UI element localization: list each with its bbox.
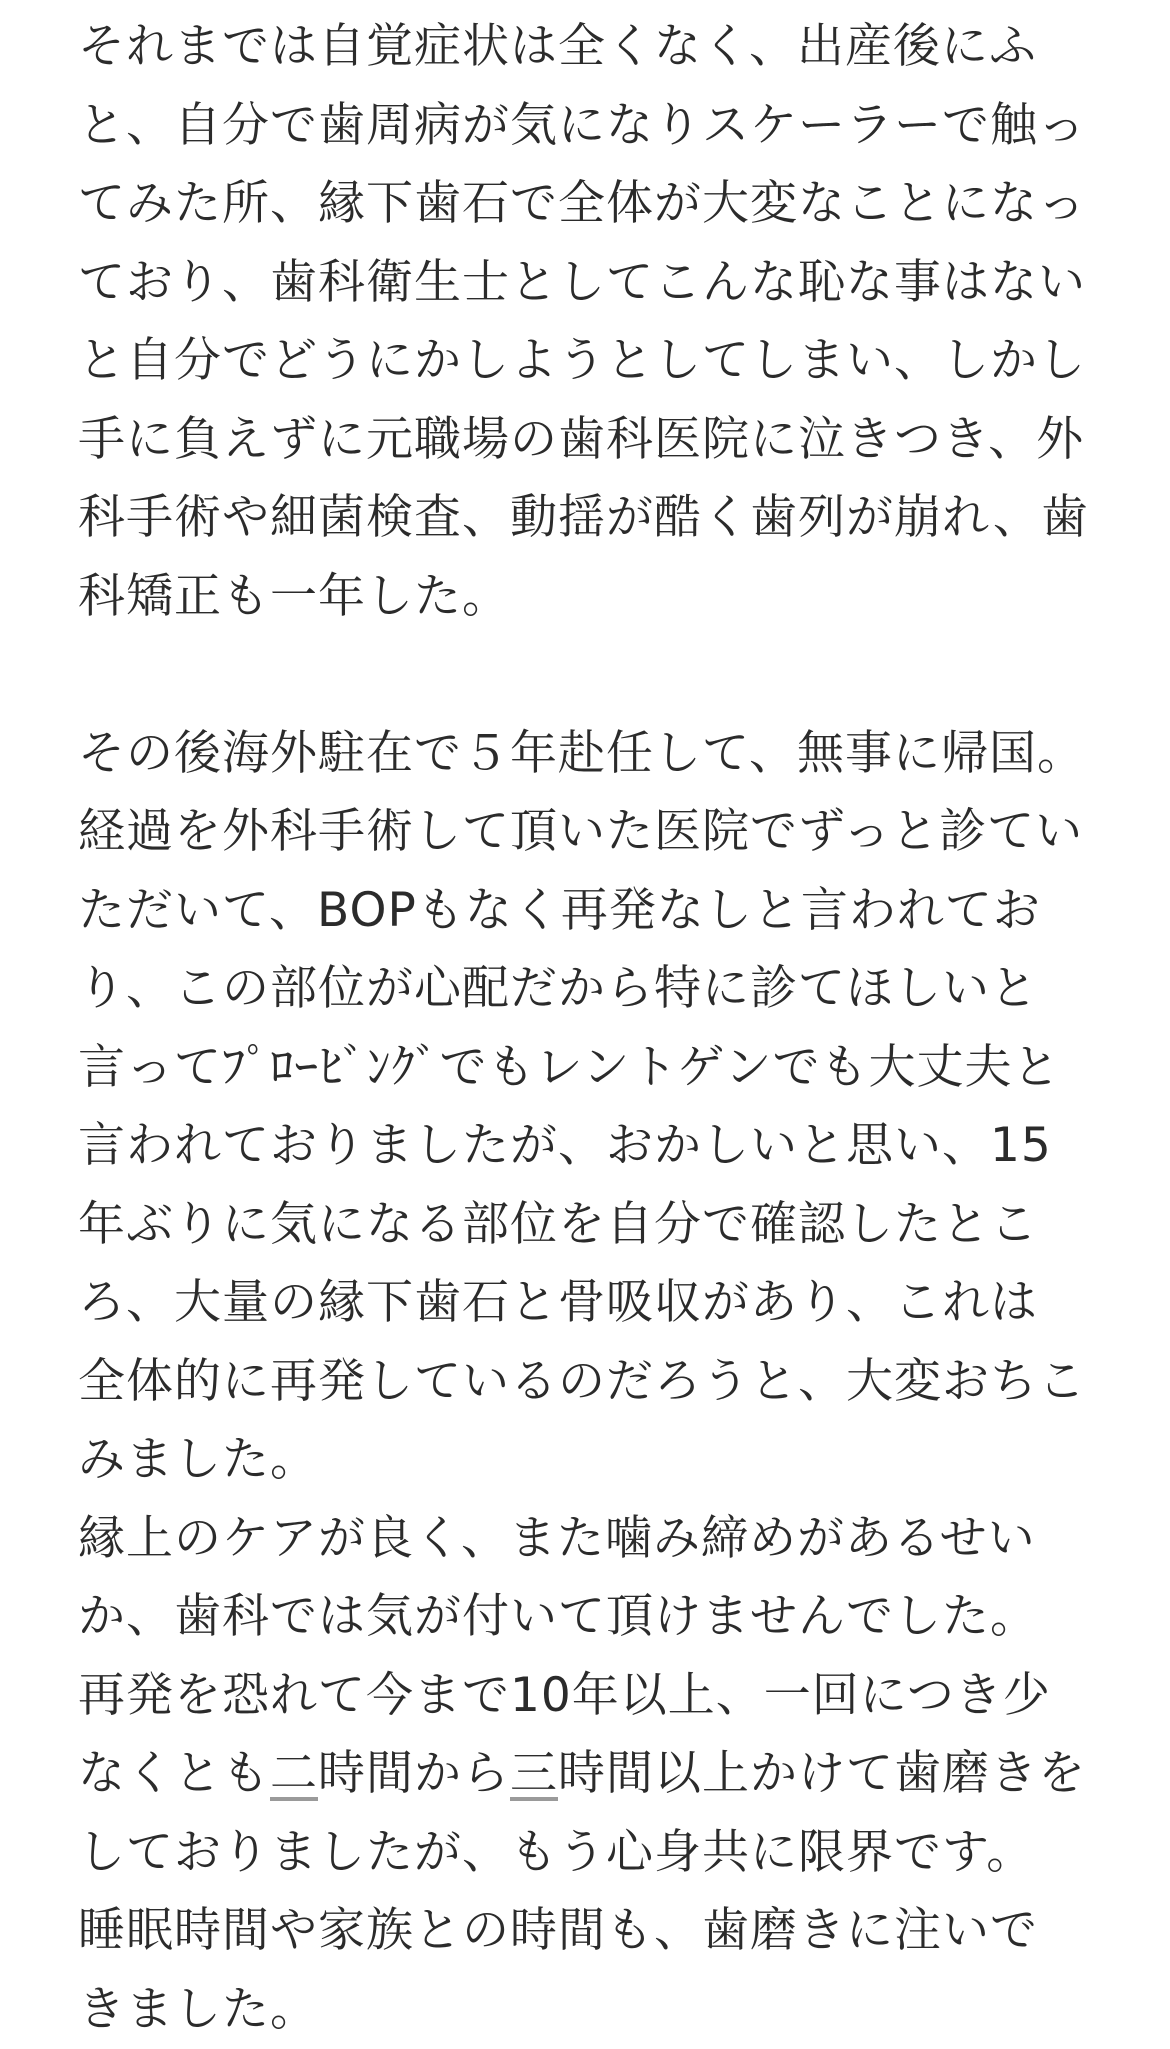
text-line: しておりましたが、もう心身共に限界です。: [78, 1814, 1108, 1893]
text-line: 手に負えずに元職場の歯科医院に泣きつき、外: [78, 401, 1108, 480]
text-line: 言われておりましたが、おかしいと思い、15: [78, 1107, 1108, 1186]
text-line: ろ、大量の縁下歯石と骨吸収があり、これは: [78, 1264, 1108, 1343]
text-line: [78, 1735, 1108, 1814]
text-line: 再発を恐れて今まで10年以上、一回につき少: [78, 1657, 1108, 1736]
paragraph-spacer: [78, 636, 1108, 715]
text-line: と、自分で歯周病が気になりスケーラーで触っ: [78, 87, 1108, 166]
text-line: 経過を外科手術して頂いた医院でずっと診てい: [78, 793, 1108, 872]
text-line: 年ぶりに気になる部位を自分で確認したとこ: [78, 1186, 1108, 1265]
text-line: ており、歯科衛生士としてこんな恥な事はない: [78, 244, 1108, 323]
text-segment: なくとも: [78, 1746, 270, 1801]
article-body: [78, 8, 1108, 2049]
text-line: 全体的に再発しているのだろうと、大変おちこ: [78, 1343, 1108, 1422]
text-line: と自分でどうにかしようとしてしまい、しかし: [78, 322, 1108, 401]
underlined-text: 三: [510, 1746, 558, 1801]
text-line: みました。: [78, 1421, 1108, 1500]
text-line: り、この部位が心配だから特に診てほしいと: [78, 950, 1108, 1029]
text-segment: 時間から: [318, 1746, 510, 1801]
text-line: 言ってﾌﾟﾛｰﾋﾞﾝｸﾞでもレントゲンでも大丈夫と: [78, 1029, 1108, 1108]
text-line: 科手術や細菌検査、動揺が酷く歯列が崩れ、歯: [78, 479, 1108, 558]
text-segment: 時間以上かけて歯磨きを: [558, 1746, 1086, 1801]
text-line: 縁上のケアが良く、また噛み締めがあるせい: [78, 1500, 1108, 1579]
text-line: きました。: [78, 1971, 1108, 2049]
text-line: か、歯科では気が付いて頂けませんでした。: [78, 1578, 1108, 1657]
text-line: てみた所、縁下歯石で全体が大変なことになっ: [78, 165, 1108, 244]
text-line: それまでは自覚症状は全くなく、出産後にふ: [78, 8, 1108, 87]
paragraph-2: [78, 715, 1108, 2049]
paragraph-1: [78, 8, 1108, 636]
text-line: その後海外駐在で５年赴任して、無事に帰国。: [78, 715, 1108, 794]
underlined-text: 二: [270, 1746, 318, 1801]
text-line: 科矯正も一年した。: [78, 558, 1108, 637]
text-line: ただいて、BOPもなく再発なしと言われてお: [78, 872, 1108, 951]
text-line: 睡眠時間や家族との時間も、歯磨きに注いで: [78, 1892, 1108, 1971]
